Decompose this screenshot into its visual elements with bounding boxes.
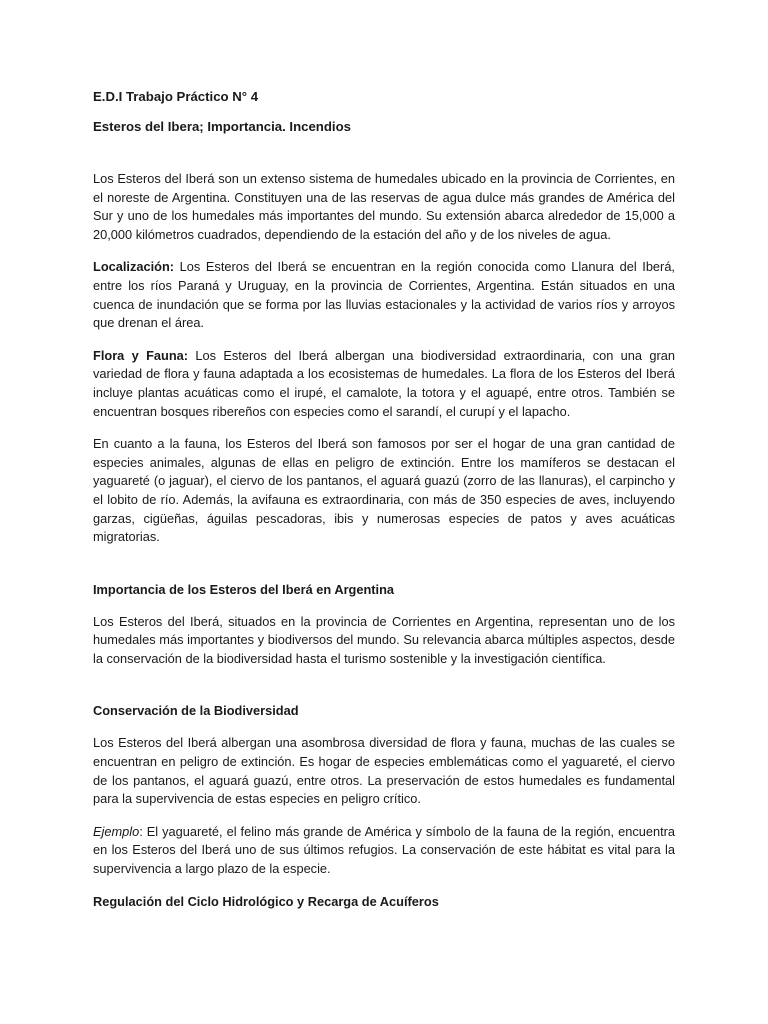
ejemplo-label: Ejemplo [93, 823, 140, 839]
importancia-heading: Importancia de los Esteros del Iberá en Argentina [93, 581, 395, 597]
flora-fauna-paragraph [93, 347, 675, 421]
regulacion-heading: Regulación del Ciclo Hidrológico y Recarga de Acuíferos [93, 893, 439, 909]
conservacion-heading: Conservación de la Biodiversidad [93, 703, 299, 719]
document-title: E.D.I Trabajo Práctico N° 4 [93, 89, 259, 104]
intro-paragraph: Los Esteros del Iberá son un extenso sistema de humedales ubicado en la provincia de Corrientes, en el noreste de Argentina. Constituyen una de las reservas de agua dulce más grandes de América del Sur y uno de los humedales más importantes del mundo. Su extensión abarca alrededor de 15,000 a 20,000 kilómetros cuadrados, dependiendo de la estación del año y de los niveles de agua. [93, 171, 675, 242]
localizacion-text: Los Esteros del Iberá se encuentran en la región conocida como Llanura del Iberá, entre los ríos Paraná y Uruguay, en la provincia de Corrientes, Argentina. Están situados en una cuenca de inundación que se forma por las lluvias estacionales y la actividad de varios ríos y arroyos que drenan el área. [93, 259, 675, 331]
importancia-paragraph: Los Esteros del Iberá, situados en la provincia de Corrientes en Argentina, representan uno de los humedales más importantes y biodiversos del mundo. Su relevancia abarca múltiples aspectos, desde la conservación de la biodiversidad hasta el turismo sostenible y la investigación científica. [93, 613, 675, 666]
ejemplo-text: : El yaguareté, el felino más grande de América y símbolo de la fauna de la región, encuentra en los Esteros del Iberá uno de sus últimos refugios. La conservación de este hábitat es vital para la supervivencia a largo plazo de la especie. [93, 823, 675, 877]
document-subtitle: Esteros del Ibera; Importancia. Incendios [93, 119, 351, 134]
document-page [93, 88, 675, 925]
fauna-paragraph: En cuanto a la fauna, los Esteros del Iberá son famosos por ser el hogar de una gran cantidad de especies animales, algunas de ellas en peligro de extinción. Entre los mamíferos se destacan el yaguareté (o jaguar), el ciervo de los pantanos, el aguará guazú (zorro de las llanuras), el carpincho y el lobito de río. Además, la avifauna es extraordinaria, con más de 350 especies de aves, incluyendo garzas, cigüeñas, águilas pescadoras, ibis y numerosas especies de patos y aves acuáticas migratorias. [93, 436, 675, 545]
conservacion-paragraph: Los Esteros del Iberá albergan una asombrosa diversidad de flora y fauna, muchas de las cuales se encuentran en peligro de extinción. Es hogar de especies emblemáticas como el yaguareté, el ciervo de los pantanos, el aguará guazú, entre otros. La preservación de estos humedales es fundamental para la supervivencia de estas especies en peligro crítico. [93, 735, 675, 807]
localizacion-label: Localización: [93, 259, 175, 275]
localizacion-paragraph [93, 258, 675, 332]
flora-fauna-label: Flora y Fauna: [93, 347, 189, 363]
flora-fauna-text: Los Esteros del Iberá albergan una biodiversidad extraordinaria, con una gran variedad de flora y fauna adaptada a los ecosistemas de humedales. La flora de los Esteros del Iberá incluye plantas acuáticas como el irupé, el camalote, la totora y el aguapé, entre otros. También se encuentran bosques ribereños con especies como el sarandí, el curupí y el lapacho. [93, 347, 675, 419]
ejemplo-paragraph [93, 823, 675, 879]
